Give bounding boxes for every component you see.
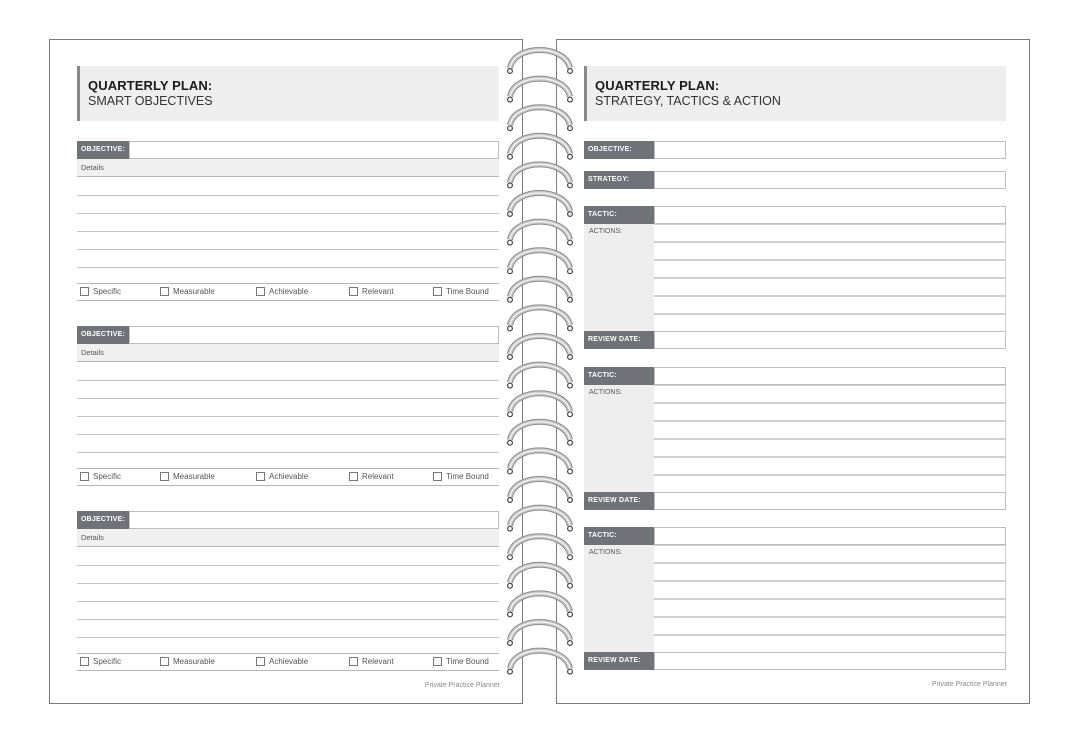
checkbox-label: Achievable [269, 287, 309, 296]
ring-shadow [510, 136, 570, 154]
checkbox-label: Achievable [269, 472, 309, 481]
page-subtitle: STRATEGY, TACTICS & ACTION [595, 94, 781, 108]
page-title: QUARTERLY PLAN: [595, 78, 720, 93]
ring-shadow [510, 593, 570, 611]
punch-hole [568, 383, 573, 388]
punch-hole [568, 412, 573, 417]
tactic-label: TACTIC: [584, 206, 654, 224]
punch-hole [568, 526, 573, 531]
checkbox-label: Time Bound [446, 657, 489, 666]
binding-ring [508, 536, 573, 559]
binding-ring [508, 422, 573, 445]
binding-ring [508, 193, 573, 216]
punch-hole [508, 69, 513, 74]
checkbox-label: Specific [93, 657, 122, 666]
punch-hole [568, 126, 573, 131]
punch-hole [508, 526, 513, 531]
punch-hole [508, 555, 513, 560]
punch-hole [568, 326, 573, 331]
page-subtitle: SMART OBJECTIVES [88, 94, 213, 108]
binding-ring [508, 222, 573, 245]
objective-label: OBJECTIVE: [77, 326, 129, 344]
punch-hole [508, 355, 513, 360]
details-label: Details [77, 529, 499, 547]
review-date-label: REVIEW DATE: [584, 652, 654, 670]
checkbox-label: Achievable [269, 657, 309, 666]
punch-hole [508, 498, 513, 503]
binding-ring [508, 336, 573, 359]
ring-shadow [510, 565, 570, 583]
ring-shadow [510, 651, 570, 669]
punch-hole [508, 126, 513, 131]
punch-hole [568, 555, 573, 560]
punch-hole [568, 583, 573, 588]
binding-ring [508, 622, 573, 645]
details-label: Details [77, 159, 499, 177]
punch-hole [508, 97, 513, 102]
binding-ring [508, 279, 573, 302]
punch-hole [508, 669, 513, 674]
tactic-label: TACTIC: [584, 527, 654, 545]
punch-hole [508, 440, 513, 445]
actions-label: ACTIONS: [584, 224, 654, 331]
objective-label: OBJECTIVE: [77, 141, 129, 159]
punch-hole [568, 612, 573, 617]
punch-hole [568, 69, 573, 74]
binding-ring [508, 79, 573, 102]
binding-ring [508, 136, 573, 159]
punch-hole [508, 154, 513, 159]
footer-brand: Private Practice Planner [424, 682, 500, 689]
checkbox-label: Measurable [173, 472, 215, 481]
ring-shadow [510, 622, 570, 640]
ring-shadow [510, 422, 570, 440]
punch-hole [508, 183, 513, 188]
ring-shadow [510, 193, 570, 211]
punch-hole [568, 641, 573, 646]
ring-shadow [510, 107, 570, 125]
actions-label: ACTIONS: [584, 385, 654, 492]
punch-hole [568, 469, 573, 474]
ring-shadow [510, 393, 570, 411]
punch-hole [568, 212, 573, 217]
punch-hole [508, 641, 513, 646]
ring-shadow [510, 508, 570, 526]
ring-shadow [510, 79, 570, 97]
punch-hole [568, 183, 573, 188]
ring-shadow [510, 164, 570, 182]
punch-hole [568, 498, 573, 503]
punch-hole [508, 269, 513, 274]
objective-label: OBJECTIVE: [77, 511, 129, 529]
ring-shadow [510, 536, 570, 554]
binding-ring [508, 565, 573, 588]
binding-ring [508, 250, 573, 273]
punch-hole [508, 240, 513, 245]
punch-hole [568, 355, 573, 360]
checkbox-label: Measurable [173, 287, 215, 296]
punch-hole [508, 212, 513, 217]
punch-hole [508, 326, 513, 331]
punch-hole [508, 469, 513, 474]
ring-shadow [510, 222, 570, 240]
punch-hole [508, 583, 513, 588]
punch-hole [568, 669, 573, 674]
binding-ring [508, 393, 573, 416]
review-date-label: REVIEW DATE: [584, 492, 654, 510]
punch-hole [508, 297, 513, 302]
punch-hole [568, 97, 573, 102]
punch-hole [568, 440, 573, 445]
binding-ring [508, 107, 573, 130]
page-title: QUARTERLY PLAN: [88, 78, 213, 93]
ring-shadow [510, 450, 570, 468]
checkbox-label: Specific [93, 287, 122, 296]
binding-ring [508, 307, 573, 330]
ring-shadow [510, 336, 570, 354]
checkbox-label: Measurable [173, 657, 215, 666]
punch-hole [568, 240, 573, 245]
ring-shadow [510, 250, 570, 268]
actions-label: ACTIONS: [584, 545, 654, 652]
binding-ring [508, 479, 573, 502]
ring-shadow [510, 365, 570, 383]
checkbox-label: Time Bound [446, 472, 489, 481]
review-date-label: REVIEW DATE: [584, 331, 654, 349]
punch-hole [508, 383, 513, 388]
checkbox-label: Relevant [362, 472, 394, 481]
binding-ring [508, 651, 573, 674]
punch-hole [508, 412, 513, 417]
ring-shadow [510, 279, 570, 297]
details-label: Details [77, 344, 499, 362]
ring-shadow [510, 307, 570, 325]
punch-hole [568, 269, 573, 274]
binding-ring [508, 508, 573, 531]
ring-shadow [510, 50, 570, 68]
checkbox-label: Relevant [362, 287, 394, 296]
binding-ring [508, 593, 573, 616]
checkbox-label: Specific [93, 472, 122, 481]
tactic-label: TACTIC: [584, 367, 654, 385]
footer-brand: Private Practice Planner [931, 681, 1007, 688]
binding-ring [508, 450, 573, 473]
punch-hole [508, 612, 513, 617]
objective-label: OBJECTIVE: [584, 141, 654, 159]
punch-hole [568, 297, 573, 302]
strategy-label: STRATEGY: [584, 171, 654, 189]
checkbox-label: Relevant [362, 657, 394, 666]
ring-shadow [510, 479, 570, 497]
binding-ring [508, 365, 573, 388]
checkbox-label: Time Bound [446, 287, 489, 296]
binding-ring [508, 50, 573, 73]
punch-hole [568, 154, 573, 159]
binding-ring [508, 164, 573, 187]
